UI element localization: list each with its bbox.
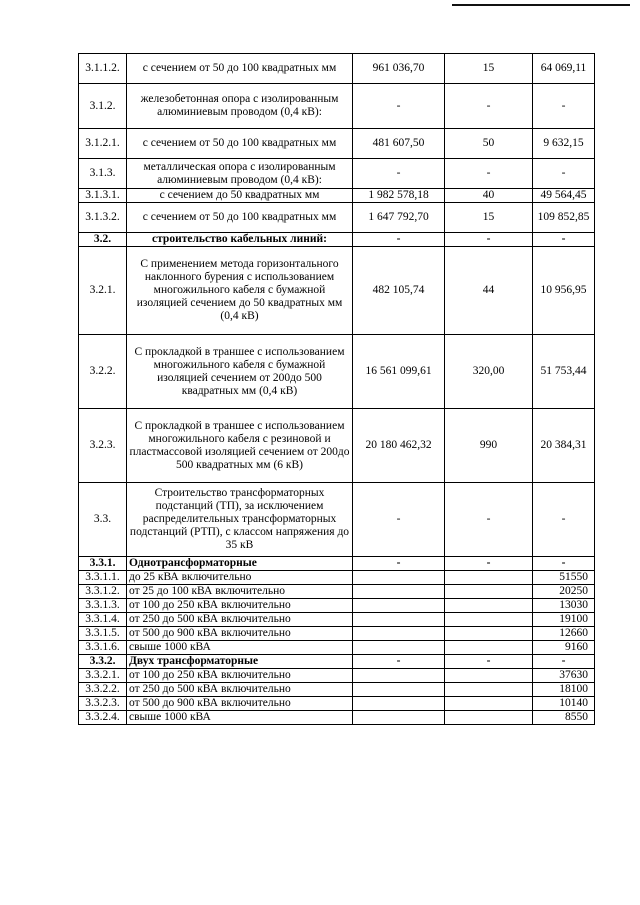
- row-total-cost: -: [353, 483, 445, 557]
- table-row: [79, 159, 595, 189]
- row-description: металлическая опора с изолированным алюминиевым проводом (0,4 кВ):: [127, 159, 353, 189]
- row-number: 3.1.1.2.: [79, 54, 127, 84]
- row-description: С применением метода горизонтального наклонного бурения с использованием многожильного кабеля с бумажной изоляцией сечением до 50 квадратных мм (0,4 кВ): [127, 247, 353, 335]
- row-quantity: [445, 571, 533, 585]
- row-number: 3.3.2.2.: [79, 683, 127, 697]
- row-description: Двух трансформаторные: [127, 655, 353, 669]
- row-total-cost: 481 607,50: [353, 129, 445, 159]
- row-unit-cost: 20 384,31: [533, 409, 595, 483]
- row-quantity: -: [445, 483, 533, 557]
- row-number: 3.3.1.6.: [79, 641, 127, 655]
- row-description: от 25 до 100 кВА включительно: [127, 585, 353, 599]
- table-row: [79, 335, 595, 409]
- row-unit-cost: -: [533, 159, 595, 189]
- row-number: 3.3.1.1.: [79, 571, 127, 585]
- row-description: с сечением от 50 до 100 квадратных мм: [127, 129, 353, 159]
- table-row: [79, 613, 595, 627]
- row-unit-cost: 49 564,45: [533, 189, 595, 203]
- row-unit-cost: 9 632,15: [533, 129, 595, 159]
- row-description: от 100 до 250 кВА включительно: [127, 599, 353, 613]
- row-total-cost: [353, 641, 445, 655]
- row-unit-cost: -: [533, 233, 595, 247]
- table-row: [79, 483, 595, 557]
- row-quantity: -: [445, 655, 533, 669]
- row-quantity: 15: [445, 203, 533, 233]
- row-total-cost: -: [353, 655, 445, 669]
- table-row: [79, 627, 595, 641]
- row-unit-cost: -: [533, 655, 595, 669]
- table-row: [79, 669, 595, 683]
- table-row: [79, 54, 595, 84]
- table-body: [79, 54, 595, 725]
- table-row: [79, 247, 595, 335]
- table-row: [79, 683, 595, 697]
- row-total-cost: [353, 669, 445, 683]
- row-quantity: 40: [445, 189, 533, 203]
- row-number: 3.3.1.: [79, 557, 127, 571]
- row-quantity: -: [445, 557, 533, 571]
- row-description: с сечением от 50 до 100 квадратных мм: [127, 203, 353, 233]
- row-total-cost: 482 105,74: [353, 247, 445, 335]
- row-description: от 500 до 900 кВА включительно: [127, 627, 353, 641]
- row-number: 3.2.: [79, 233, 127, 247]
- row-description: С прокладкой в траншее с использованием многожильного кабеля с резиновой и пластмассовой изоляцией сечением от 200до 500 квадратных мм (6 кВ): [127, 409, 353, 483]
- row-quantity: 50: [445, 129, 533, 159]
- row-total-cost: [353, 599, 445, 613]
- row-number: 3.2.1.: [79, 247, 127, 335]
- row-total-cost: [353, 585, 445, 599]
- row-number: 3.1.2.: [79, 84, 127, 129]
- row-number: 3.3.2.: [79, 655, 127, 669]
- table-row: [79, 409, 595, 483]
- row-quantity: 320,00: [445, 335, 533, 409]
- row-unit-cost: 9160: [533, 641, 595, 655]
- row-unit-cost: 10 956,95: [533, 247, 595, 335]
- row-number: 3.1.3.1.: [79, 189, 127, 203]
- header-rule: [452, 4, 630, 6]
- table-row: [79, 129, 595, 159]
- row-unit-cost: 19100: [533, 613, 595, 627]
- row-unit-cost: 37630: [533, 669, 595, 683]
- row-unit-cost: 10140: [533, 697, 595, 711]
- table-row: [79, 655, 595, 669]
- table-row: [79, 233, 595, 247]
- table-row: [79, 711, 595, 725]
- table-row: [79, 557, 595, 571]
- row-total-cost: 1 982 578,18: [353, 189, 445, 203]
- row-total-cost: 16 561 099,61: [353, 335, 445, 409]
- row-total-cost: -: [353, 233, 445, 247]
- row-total-cost: [353, 697, 445, 711]
- row-number: 3.3.1.3.: [79, 599, 127, 613]
- table-row: [79, 641, 595, 655]
- row-description: С прокладкой в траншее с использованием многожильного кабеля с бумажной изоляцией сечением от 200до 500 квадратных мм (0,4 кВ): [127, 335, 353, 409]
- row-description: с сечением от 50 до 100 квадратных мм: [127, 54, 353, 84]
- row-total-cost: -: [353, 557, 445, 571]
- row-unit-cost: -: [533, 84, 595, 129]
- row-quantity: [445, 669, 533, 683]
- row-total-cost: [353, 627, 445, 641]
- row-unit-cost: 12660: [533, 627, 595, 641]
- row-quantity: -: [445, 84, 533, 129]
- row-number: 3.1.3.2.: [79, 203, 127, 233]
- row-unit-cost: 8550: [533, 711, 595, 725]
- row-unit-cost: 51 753,44: [533, 335, 595, 409]
- row-unit-cost: -: [533, 483, 595, 557]
- row-total-cost: 20 180 462,32: [353, 409, 445, 483]
- row-number: 3.3.2.3.: [79, 697, 127, 711]
- row-unit-cost: 64 069,11: [533, 54, 595, 84]
- row-number: 3.1.2.1.: [79, 129, 127, 159]
- row-total-cost: -: [353, 84, 445, 129]
- row-unit-cost: 13030: [533, 599, 595, 613]
- row-total-cost: 961 036,70: [353, 54, 445, 84]
- row-quantity: [445, 613, 533, 627]
- row-number: 3.2.3.: [79, 409, 127, 483]
- row-unit-cost: 20250: [533, 585, 595, 599]
- row-description: свыше 1000 кВА: [127, 641, 353, 655]
- row-total-cost: [353, 683, 445, 697]
- table-row: [79, 697, 595, 711]
- row-quantity: [445, 641, 533, 655]
- row-number: 3.3.2.1.: [79, 669, 127, 683]
- row-quantity: [445, 627, 533, 641]
- row-total-cost: [353, 613, 445, 627]
- table-row: [79, 189, 595, 203]
- row-number: 3.1.3.: [79, 159, 127, 189]
- row-quantity: [445, 697, 533, 711]
- row-quantity: [445, 683, 533, 697]
- row-description: свыше 1000 кВА: [127, 711, 353, 725]
- row-description: строительство кабельных линий:: [127, 233, 353, 247]
- table-row: [79, 599, 595, 613]
- table-row: [79, 571, 595, 585]
- row-unit-cost: 109 852,85: [533, 203, 595, 233]
- row-quantity: [445, 599, 533, 613]
- row-unit-cost: 51550: [533, 571, 595, 585]
- row-unit-cost: -: [533, 557, 595, 571]
- row-quantity: 990: [445, 409, 533, 483]
- row-description: от 250 до 500 кВА включительно: [127, 613, 353, 627]
- table-row: [79, 203, 595, 233]
- row-description: от 500 до 900 кВА включительно: [127, 697, 353, 711]
- row-quantity: -: [445, 233, 533, 247]
- row-quantity: 44: [445, 247, 533, 335]
- row-description: от 250 до 500 кВА включительно: [127, 683, 353, 697]
- row-description: до 25 кВА включительно: [127, 571, 353, 585]
- row-description: железобетонная опора с изолированным алюминиевым проводом (0,4 кВ):: [127, 84, 353, 129]
- row-description: от 100 до 250 кВА включительно: [127, 669, 353, 683]
- row-quantity: 15: [445, 54, 533, 84]
- tariff-table: [78, 53, 595, 725]
- row-description: Строительство трансформаторных подстанций (ТП), за исключением распределительных трансформаторных подстанций (РТП), с классом напряжения до 35 кВ: [127, 483, 353, 557]
- table-row: [79, 585, 595, 599]
- row-number: 3.3.1.2.: [79, 585, 127, 599]
- row-number: 3.3.1.4.: [79, 613, 127, 627]
- row-number: 3.3.: [79, 483, 127, 557]
- row-number: 3.3.1.5.: [79, 627, 127, 641]
- table-row: [79, 84, 595, 129]
- row-unit-cost: 18100: [533, 683, 595, 697]
- row-total-cost: -: [353, 159, 445, 189]
- row-total-cost: [353, 711, 445, 725]
- row-number: 3.3.2.4.: [79, 711, 127, 725]
- row-description: Однотрансформаторные: [127, 557, 353, 571]
- row-total-cost: [353, 571, 445, 585]
- row-number: 3.2.2.: [79, 335, 127, 409]
- row-quantity: [445, 585, 533, 599]
- row-quantity: [445, 711, 533, 725]
- row-description: с сечением до 50 квадратных мм: [127, 189, 353, 203]
- row-total-cost: 1 647 792,70: [353, 203, 445, 233]
- row-quantity: -: [445, 159, 533, 189]
